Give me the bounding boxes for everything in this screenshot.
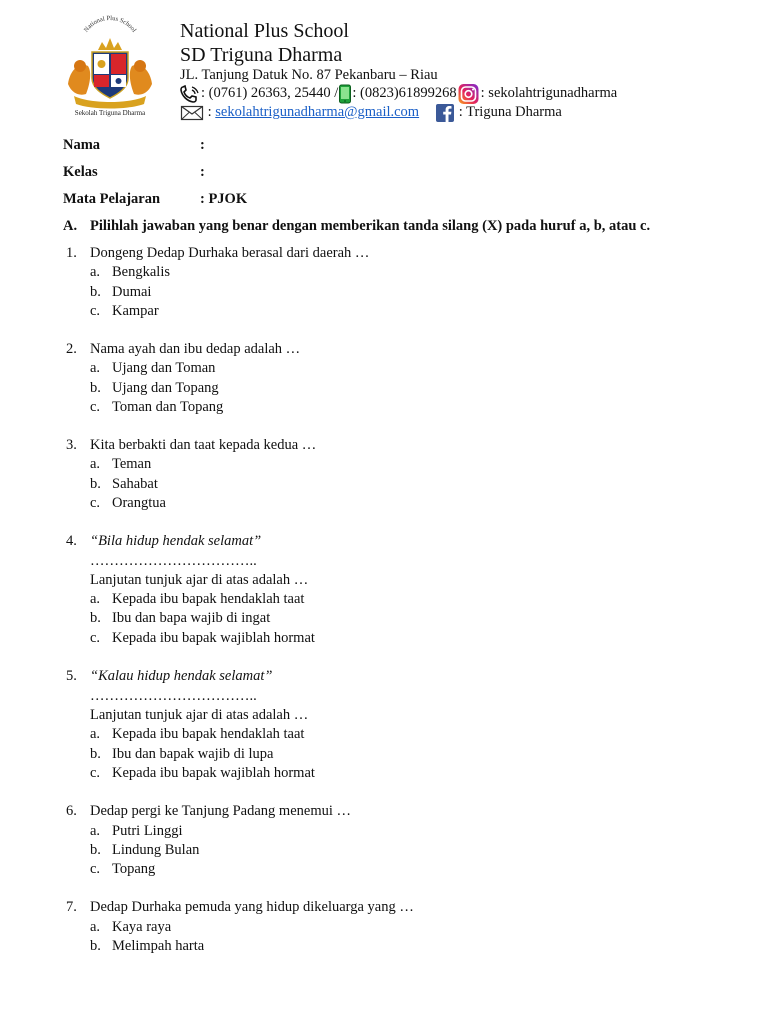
field-label: Kelas bbox=[63, 164, 98, 180]
option-b[interactable]: b. Ibu dan bapa wajib di ingat bbox=[90, 610, 271, 626]
option-b[interactable]: b. Melimpah harta bbox=[90, 937, 205, 954]
option-b[interactable]: b. Dumai bbox=[90, 283, 152, 300]
option-b[interactable]: b. Ibu dan bapak wajib di lupa bbox=[90, 745, 274, 762]
question-text: Kita berbakti dan taat kepada kedua … bbox=[90, 437, 317, 453]
option-a[interactable]: a. Bengkalis bbox=[90, 264, 170, 280]
question-text: Nama ayah dan ibu dedap adalah … bbox=[90, 341, 301, 357]
question-text: Dedap pergi ke Tanjung Padang menemui … bbox=[90, 803, 351, 819]
question-number: 4. bbox=[66, 533, 77, 549]
email-separator: : bbox=[204, 104, 216, 120]
question-number: 2. bbox=[66, 341, 77, 357]
field-value: : bbox=[200, 137, 205, 153]
contact-line-phones bbox=[179, 83, 617, 104]
option-a[interactable]: a. Putri Linggi bbox=[90, 822, 183, 839]
logo-caption: Sekolah Triguna Dharma bbox=[74, 109, 146, 117]
field-kelas bbox=[63, 164, 205, 181]
field-nama bbox=[63, 137, 205, 154]
question-number: 6. bbox=[66, 803, 77, 819]
section-instruction bbox=[63, 218, 650, 235]
facebook-page: : Triguna Dharma bbox=[455, 104, 562, 120]
email-link[interactable]: sekolahtrigunadharma@gmail.com bbox=[215, 104, 420, 120]
option-c[interactable]: c. Kampar bbox=[90, 302, 159, 319]
option-a[interactable]: a. Ujang dan Toman bbox=[90, 360, 216, 376]
question-number: 5. bbox=[66, 668, 77, 684]
option-b[interactable]: b. Ujang dan Topang bbox=[90, 379, 219, 396]
instruction-text: Pilihlah jawaban yang benar dengan memberikan tanda silang (X) pada huruf a, b, atau c. bbox=[90, 218, 651, 234]
option-c[interactable]: c. Kepada ibu bapak wajiblah hormat bbox=[90, 629, 315, 646]
question-text: “Kalau hidup hendak selamat” bbox=[90, 668, 273, 684]
option-c[interactable]: c. Topang bbox=[90, 861, 156, 877]
envelope-icon bbox=[180, 105, 204, 121]
question-number: 3. bbox=[66, 437, 77, 453]
phone-icon bbox=[179, 84, 201, 104]
option-a[interactable]: a. Teman bbox=[90, 456, 152, 472]
option-c[interactable]: c. Orangtua bbox=[90, 495, 166, 511]
field-value: : PJOK bbox=[200, 191, 248, 207]
question-prompt: Lanjutan tunjuk ajar di atas adalah … bbox=[90, 707, 309, 723]
question-number: 1. bbox=[66, 245, 77, 261]
svg-text:National Plus School bbox=[83, 15, 138, 34]
question-text: Dongeng Dedap Durhaka berasal dari daerah … bbox=[90, 245, 370, 261]
school-address: JL. Tanjung Datuk No. 87 Pekanbaru – Riau bbox=[180, 67, 438, 83]
option-c[interactable]: c. Kepada ibu bapak wajiblah hormat bbox=[90, 764, 315, 781]
field-label: Mata Pelajaran bbox=[63, 191, 161, 207]
blank-dots: …………………………….. bbox=[90, 687, 257, 704]
option-b[interactable]: b. Lindung Bulan bbox=[90, 841, 200, 858]
school-crest-logo bbox=[60, 14, 160, 122]
mobile-phone-icon bbox=[338, 84, 352, 104]
contact-line-online bbox=[180, 102, 562, 123]
logo-arc-text: National Plus School bbox=[82, 14, 138, 34]
option-a[interactable]: a. Kaya raya bbox=[90, 918, 172, 935]
section-letter: A. bbox=[63, 218, 78, 234]
instagram-handle: : sekolahtrigunadharma bbox=[480, 85, 618, 101]
school-subtitle: SD Triguna Dharma bbox=[180, 44, 343, 66]
question-text: “Bila hidup hendak selamat” bbox=[90, 533, 262, 549]
option-a[interactable]: a. Kepada ibu bapak hendaklah taat bbox=[90, 726, 305, 742]
school-name: National Plus School bbox=[180, 20, 349, 42]
field-mata-pelajaran bbox=[63, 191, 248, 208]
field-value: : bbox=[200, 164, 205, 180]
mobile-number: : (0823)61899268 bbox=[352, 85, 457, 101]
facebook-icon bbox=[435, 103, 455, 123]
field-label: Nama bbox=[63, 137, 101, 153]
question-text: Dedap Durhaka pemuda yang hidup dikeluarga yang … bbox=[90, 899, 414, 915]
question-prompt: Lanjutan tunjuk ajar di atas adalah … bbox=[90, 571, 309, 588]
question-number: 7. bbox=[66, 899, 77, 915]
blank-dots: …………………………….. bbox=[90, 552, 257, 569]
option-c[interactable]: c. Toman dan Topang bbox=[90, 399, 224, 415]
phone-number: : (0761) 26363, 25440 / bbox=[201, 85, 339, 101]
option-a[interactable]: a. Kepada ibu bapak hendaklah taat bbox=[90, 591, 305, 607]
option-b[interactable]: b. Sahabat bbox=[90, 475, 158, 492]
